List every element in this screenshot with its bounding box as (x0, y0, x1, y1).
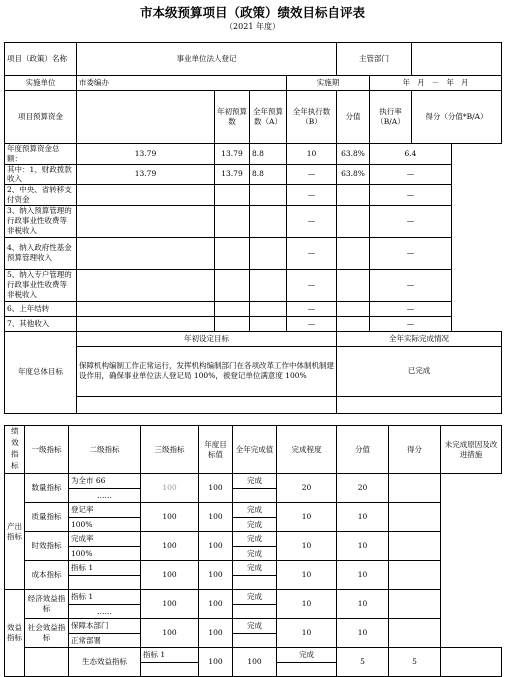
indicator-cell-degree: 完成 (233, 474, 277, 489)
indicator-cell-l3b: 100% (69, 547, 141, 561)
degree-blank (233, 605, 277, 619)
indicator-cell-actual: 100 (199, 590, 233, 619)
indicator-cell-l3b: …… (69, 489, 141, 503)
output-indicator-label: 产出指标 (5, 474, 25, 590)
goal-header: 年初设定目标 (77, 331, 337, 346)
col-actual: 全年完成值 (233, 426, 277, 474)
indicator-cell-degree2: 完成 (233, 518, 277, 532)
indicator-cell-reason (441, 648, 502, 677)
indicator-cell-reason (389, 590, 441, 619)
indicator-cell-actual: 100 (199, 561, 233, 590)
indicator-cell-actual: 100 (199, 619, 233, 648)
indicator-cell-score: 10 (277, 532, 337, 561)
indicator-cell-actual: 100 (199, 532, 233, 561)
indicator-cell-score: 10 (277, 590, 337, 619)
budget-cell-exec (250, 269, 287, 301)
indicator-cell-reason (389, 619, 441, 648)
budget-row (5, 185, 502, 206)
indicator-table (4, 425, 502, 677)
budget-cell-exec: 8.8 (250, 164, 287, 185)
dept-label: 主管部门 (337, 43, 412, 76)
period-value: 年 月 － 年 月 (370, 76, 502, 91)
indicator-side-label: 绩效指标 (5, 426, 25, 474)
indicator-cell-score: 10 (277, 619, 337, 648)
budget-cell-initial (77, 185, 215, 206)
budget-cell-score: — (287, 269, 337, 301)
budget-cell-exec (250, 316, 287, 331)
col-ind-points: 得分 (389, 426, 441, 474)
budget-cell-initial (77, 301, 215, 316)
overall-section-label: 年度总体目标 (5, 331, 77, 413)
budget-cell-rate (337, 316, 370, 331)
budget-cell-points: — (370, 316, 452, 331)
indicator-cell-l3a: 登记率 (69, 503, 141, 518)
budget-cell-annual (215, 269, 250, 301)
degree-blank (277, 663, 337, 677)
indicator-cell-actual: 100 (233, 648, 277, 677)
budget-row (5, 269, 502, 301)
budget-cell-score: — (287, 301, 337, 316)
budget-cell-score: — (287, 205, 337, 237)
indicator-cell-l3a: 指标 1 (69, 561, 141, 576)
degree-blank (233, 634, 277, 648)
budget-cell-label: 其中：1、财政拨款收入 (5, 164, 77, 185)
budget-cell-label: 4、纳入政府性基金预算管理收入 (5, 237, 77, 269)
indicator-cell-l3b: …… (69, 605, 141, 619)
goal-blank (77, 396, 337, 413)
budget-cell-points: — (370, 185, 452, 206)
budget-cell-exec: 8.8 (250, 144, 287, 165)
indicator-cell-l3a: 保障本部门 (69, 619, 141, 634)
col-exec: 全年执行数（B） (287, 91, 337, 144)
budget-cell-annual: 13.79 (215, 144, 250, 165)
indicator-cell-points: 10 (337, 532, 389, 561)
indicator-cell-target: 100 (199, 648, 233, 677)
budget-cell-rate (337, 185, 370, 206)
doc-title: 市本级预算项目（政策）绩效目标自评表 (139, 5, 365, 20)
budget-cell-initial (77, 269, 215, 301)
unit-label: 实施单位 (5, 76, 77, 91)
budget-cell-points: — (370, 301, 452, 316)
indicator-cell-target: 100 (141, 503, 199, 532)
goal-text: 保障机构编制工作正常运行，发挥机构编制部门在各项改革工作中体制机制建设作用，确保事业单位法人登记局 100%，被登记单位满意度 100% (77, 346, 337, 396)
col-target: 年度目标值 (199, 426, 233, 474)
indicator-cell-target: 100 (141, 561, 199, 590)
indicator-row (5, 503, 502, 518)
budget-cell-exec (250, 301, 287, 316)
budget-cell-label: 3、纳入预算管理的行政事业性收费等非税收入 (5, 205, 77, 237)
indicator-cell-points: 5 (389, 648, 441, 677)
col-level2: 二级指标 (69, 426, 141, 474)
doc-year: （2021 年度） (225, 22, 280, 31)
budget-cell-rate (337, 205, 370, 237)
indicator-cell-degree: 完成 (277, 648, 337, 663)
budget-cell-initial (77, 205, 215, 237)
budget-cell-label: 年度预算资金总额： (5, 144, 77, 165)
indicator-cell-l2: 质量指标 (25, 503, 69, 532)
budget-cell-initial: 13.79 (77, 144, 215, 165)
indicator-cell-reason (389, 561, 441, 590)
col-annual: 全年预算数（A） (250, 91, 287, 144)
level1-blank (25, 648, 69, 677)
col-degree: 完成程度 (277, 426, 337, 474)
dept-value (412, 43, 502, 76)
budget-cell-points: — (370, 269, 452, 301)
indicator-cell-points: 10 (337, 590, 389, 619)
indicator-cell-actual: 100 (199, 503, 233, 532)
budget-cell-annual (215, 301, 250, 316)
indicator-row (5, 648, 502, 663)
budget-row (5, 237, 502, 269)
budget-cell-rate: 63.8% (337, 144, 370, 165)
budget-row (5, 144, 502, 165)
budget-cell-score: — (287, 316, 337, 331)
budget-cell-exec (250, 205, 287, 237)
actual-header: 全年实际完成情况 (337, 331, 502, 346)
indicator-cell-target: 100 (141, 474, 199, 503)
indicator-cell-points: 10 (337, 619, 389, 648)
period-label: 实施期 (287, 76, 370, 91)
budget-row (5, 316, 502, 331)
indicator-cell-l3a: 指标 1 (69, 590, 141, 605)
budget-cell-score: — (287, 185, 337, 206)
col-level1: 一级指标 (25, 426, 69, 474)
indicator-cell-l3a: 完成率 (69, 532, 141, 547)
benefit-indicator-label: 效益指标 (5, 590, 25, 677)
budget-cell-points: — (370, 237, 452, 269)
indicator-cell-l2: 生态效益指标 (69, 648, 141, 677)
degree-blank (233, 489, 277, 503)
col-rate: 执行率（B/A） (370, 91, 412, 144)
col-points: 得分（分值*B/A） (412, 91, 502, 144)
budget-cell-score: — (287, 237, 337, 269)
indicator-cell-points: 10 (337, 503, 389, 532)
indicator-cell-score: 10 (277, 503, 337, 532)
indicator-cell-degree2: 完成 (233, 547, 277, 561)
indicator-cell-l2: 数量指标 (25, 474, 69, 503)
budget-row (5, 205, 502, 237)
indicator-row (5, 474, 502, 489)
indicator-cell-degree: 完成 (233, 503, 277, 518)
indicator-cell-l3b: 100% (69, 518, 141, 532)
budget-cell-rate: 63.8% (337, 164, 370, 185)
indicator-cell-score: 10 (277, 561, 337, 590)
indicator-cell-l3a: 指标 1 (141, 648, 199, 663)
actual-blank (337, 396, 502, 413)
budget-cell-exec (250, 185, 287, 206)
indicator-cell-degree: 完成 (233, 532, 277, 547)
budget-cell-score: — (287, 164, 337, 185)
project-label: 项目（政策）名称 (5, 43, 77, 76)
indicator-cell-l2: 成本指标 (25, 561, 69, 590)
budget-cell-points: — (370, 164, 452, 185)
indicator-cell-reason (389, 532, 441, 561)
indicator-row (5, 532, 502, 547)
budget-cell-initial (77, 316, 215, 331)
budget-cell-rate (337, 269, 370, 301)
budget-cell-annual (215, 205, 250, 237)
indicator-row (5, 561, 502, 576)
indicator-cell-l2: 经济效益指标 (25, 590, 69, 619)
budget-row (5, 301, 502, 316)
budget-cell-score: 10 (287, 144, 337, 165)
col-initial: 年初预算数 (215, 91, 250, 144)
budget-cell-label: 7、其他收入 (5, 316, 77, 331)
budget-cell-annual: 13.79 (215, 164, 250, 185)
budget-cell-label: 6、上年结转 (5, 301, 77, 316)
actual-text: 已完成 (337, 346, 502, 396)
budget-cell-annual (215, 316, 250, 331)
indicator-cell-degree: 完成 (233, 561, 277, 576)
indicator-cell-target: 100 (141, 590, 199, 619)
indicator-cell-target: 100 (141, 532, 199, 561)
budget-cell-annual (215, 185, 250, 206)
budget-cell-exec (250, 237, 287, 269)
col-score: 分值 (337, 91, 370, 144)
budget-cell-rate (337, 237, 370, 269)
indicator-cell-degree: 完成 (233, 619, 277, 634)
project-name: 事业单位法人登记 (77, 43, 337, 76)
indicator-cell-l3b (69, 576, 141, 590)
indicator-cell-l2: 社会效益指标 (25, 619, 69, 648)
budget-cell-points: — (370, 205, 452, 237)
indicator-cell-points: 20 (337, 474, 389, 503)
indicator-cell-l2: 时效指标 (25, 532, 69, 561)
budget-cell-rate (337, 301, 370, 316)
budget-section-label: 项目预算资金 (5, 91, 77, 144)
indicator-row (5, 619, 502, 634)
budget-cell-initial: 13.79 (77, 164, 215, 185)
budget-cell-annual (215, 237, 250, 269)
indicator-row (5, 590, 502, 605)
budget-table (4, 42, 502, 414)
col-reason: 未完成原因及改进措施 (441, 426, 502, 474)
col-level3: 三级指标 (141, 426, 199, 474)
budget-cell-points: 6.4 (370, 144, 452, 165)
indicator-cell-l3a: 为全市 66 (69, 474, 141, 489)
indicator-cell-reason (389, 503, 441, 532)
indicator-cell-points: 10 (337, 561, 389, 590)
indicator-cell-target: 100 (141, 619, 199, 648)
unit-value: 市委编办 (77, 76, 287, 91)
budget-row (5, 164, 502, 185)
budget-cell-label: 5、纳入专户管理的行政事业性收费等非税收入 (5, 269, 77, 301)
degree-blank (233, 576, 277, 590)
indicator-cell-score: 5 (337, 648, 389, 677)
indicator-cell-degree: 完成 (233, 590, 277, 605)
indicator-cell-reason (389, 474, 441, 503)
blank-header (77, 91, 215, 144)
indicator-cell-score: 20 (277, 474, 337, 503)
budget-cell-label: 2、中央、省转移支付资金 (5, 185, 77, 206)
indicator-cell-l3b (141, 663, 199, 677)
indicator-cell-l3b: 正常部署 (69, 634, 141, 648)
col-ind-score: 分值 (337, 426, 389, 474)
indicator-cell-actual: 100 (199, 474, 233, 503)
budget-cell-initial (77, 237, 215, 269)
